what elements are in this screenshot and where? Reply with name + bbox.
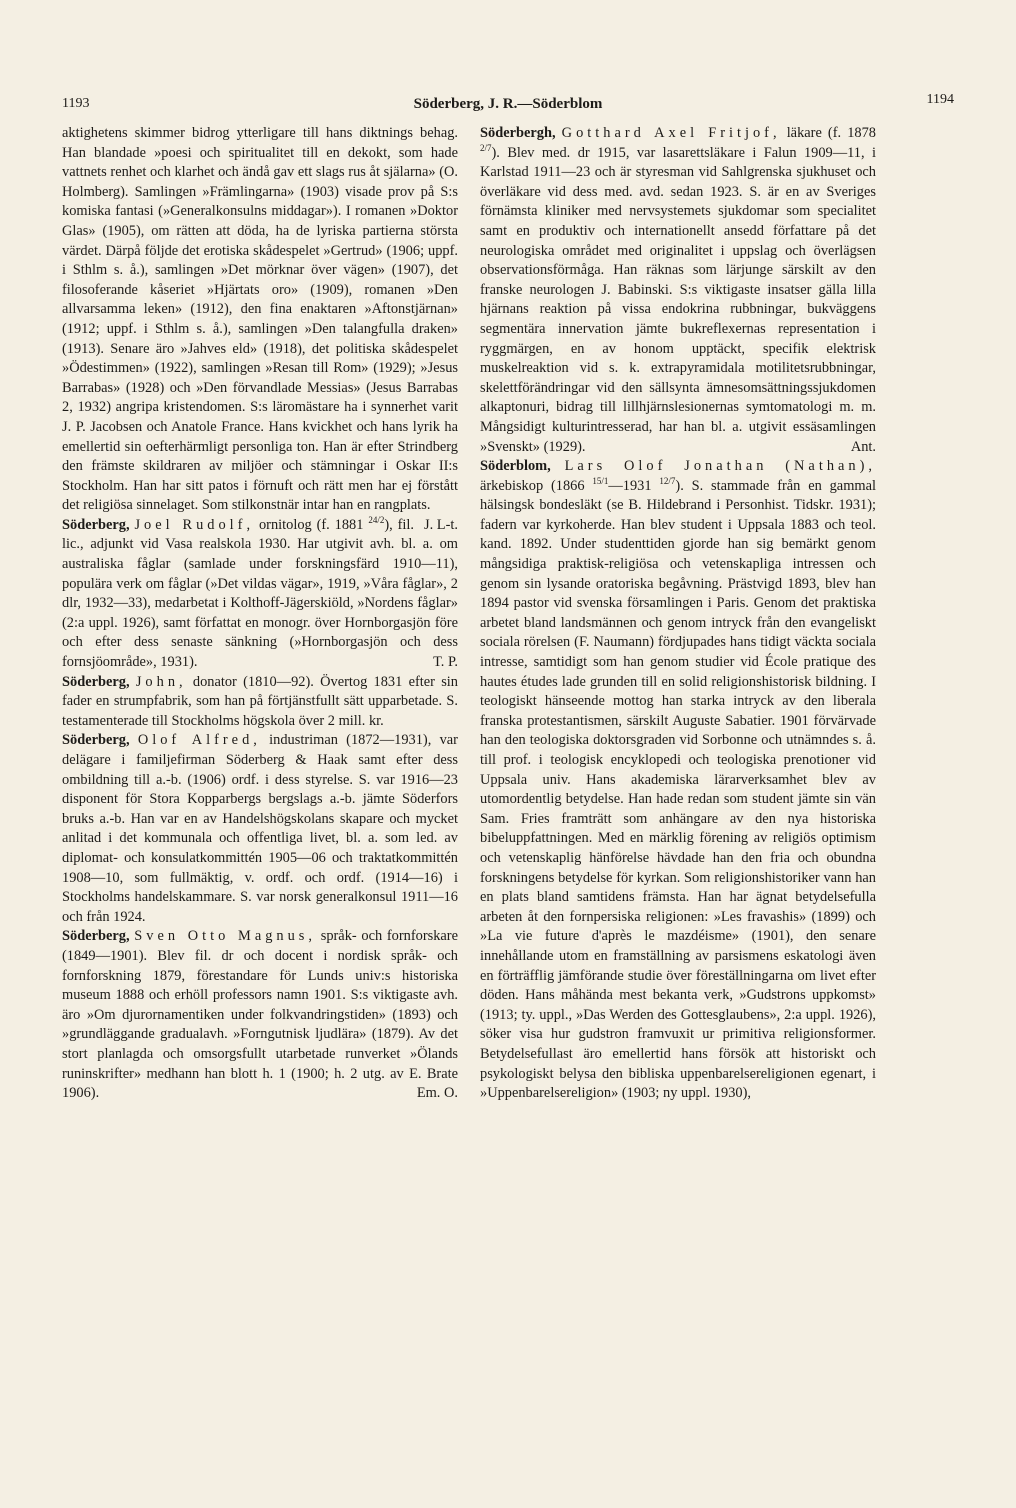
right-column (480, 124, 876, 1104)
entry-lars-olof (480, 457, 876, 1104)
date-fraction: 12/7 (659, 475, 676, 486)
entry-gotthard (480, 124, 876, 457)
author-signature: Em. O. (416, 1085, 458, 1102)
date-fraction: 24/2 (368, 515, 385, 526)
entry-headword: Söderberg, (62, 928, 130, 945)
entry-headword: Söderbergh, (480, 125, 556, 141)
author-signature: T. P. (433, 654, 458, 671)
entry-name: John, (135, 673, 187, 690)
entry-text: ), fil. lic., adjunkt vid Vasa realskola 1930. Har utgivit avh. bl. a. om australiska fåglar (samlade under forskningsfärd 1910—11), populära verk om fåglar (»Det vildas vägar», 1919, »Våra fåglar», 2 dlr, 1932—33), medarbetat i Kolthoff-Jägerskiöld, »Nordens fåglar» (2:a uppl. 1926), samt författat en monogr. över Hornborgasjön före och efter dess senaste sänkning (»Hornborgasjön och dess fornsjöområde», 1931). (62, 516, 458, 671)
entry-john (62, 673, 458, 732)
entry-text: ). S. stammade från en gammal hälsingsk bondesläkt (se B. Hildebrand i Personhist. Tidskr. 1931); fadern var kyrkoherde. Han blev student i Uppsala 1883 och teol. kand. 1892. Under studenttiden gjorde han sig bemärkt genom mångsidiga praktisk-religiösa och vetenskapliga intressen och genom sin lysande oratoriska begåvning. Prästvigd 1893, blev han 1894 pastor vid svenska församlingen i Paris. Genom det praktiska arbetet bland landsmännen och genom intryck från den evangeliskt sociala rörelsen (F. Naumann) fördjupades hans tidigt väckta sociala intresse, samtidigt som han genom studier vid École pratique des hautes études lade grunden till en solid religionshistorisk bildning. I teologiskt hänseende mottog han starka intryck av den liberala franska protestantismen, särskilt Auguste Sabatier. 1901 förvärvade han den teologiska doktorsgraden vid Sorbonne och utnämndes s. å. till prof. i teologisk encyklopedi och teologiska prenotioner vid Uppsala univ. Hans akademiska lärarverksamhet blev av utomordentlig betydelse. Han hade redan som student jämte sin vän Sam. Fries framträtt som anhängare av den nya historiska bibeluppfattningen. Med en märklig förening av religiös optimism och vetenskaplig hänförelse hävdade han den fria och obundna forskningens betydelse för kyrkan. Som religionshistoriker vann han en plats bland samtidens främsta. Han har ägnat betydelsefulla arbeten åt den fornpersiska religionen: »Les fravashis» (1899) och »La vie future d'après le mazdéisme» (1901), den senare innehållande utom en framställning av parsismens eskatologi även en förträfflig jämförande studie över föreställningarna om livet efter döden. Hans måhända mest bekanta verk, »Gudstrons uppkomst» (1913; ty. uppl., »Das Werden des Gottesglaubens», 2:a uppl. 1926), söker visa hur gudstron framvuxit ur primitiva religionsformer. Betydelsefullast äro emellertid hans försök att historiskt och psykologiskt belysa den bibliska uppenbarelsereligionen egenart, i »Uppenbarelsereligion» (1903; ny uppl. 1930), (480, 477, 876, 1102)
entry-text: ärkebiskop (1866 (480, 477, 585, 494)
date-fraction: 2/7 (480, 142, 492, 153)
page-number-right: 1194 (926, 92, 954, 107)
entry-joel (62, 516, 458, 673)
entry-name: Gotthard Axel Fritjof, (561, 125, 781, 141)
entry-text: läkare (f. 1878 (786, 125, 876, 141)
entry-sven (62, 927, 458, 1103)
entry-text: —1931 (608, 477, 652, 494)
entry-headword: Söderberg, (62, 673, 130, 690)
page-number-left: 1193 (62, 96, 90, 111)
entry-text: industriman (1872—1931), var delägare i familjefirman Söderberg & Haak samt efter dess ombildning till a.-b. (1906) ordf. i dess styrelse. S. var 1916—23 disponent för Stora Kopparbergs bergslags a.-b. jämte Söderfors bruks a.-b. Han var en av Handelshögskolans skapare och mycket anlitad i det kommunala och offentliga livet, bl. a. som led. av diplomat- och konsulatkommittén 1905—06 och traktatkommittén 1908—10, som fullmäktig, v. ordf. och ordf. (1914—16) i Stockholms handelskammare. S. var norsk generalkonsul 1911—16 och från 1924. (62, 732, 458, 925)
entry-text: donator (1810—92). Övertog 1831 efter sin fader en strumpfabrik, som han på förtjänstfullt sätt upparbetade. S. testamenterade till Stockholms högskola över 2 mill. kr. (62, 673, 458, 729)
entry-text: ). Blev med. dr 1915, var lasarettsläkare i Falun 1909—11, i Karlstad 1911—23 och är styresman vid Sahlgrenska sjukhuset och överläkare vid dess med. avd. sedan 1923. S. är en av Sveriges förnämsta kliniker med nervsystemets sjukdomar som specialitet samt en produktiv och internationellt ansedd författare på det neurologiska området med originalitet i uppslag och överlägsen observationsförmåga. Han räknas som lärjunge särskilt av den franske neurologen J. Babinski. S:s viktigaste insatser gälla lilla hjärnans reaktion på vissa endokrina rubbningar, bukväggens segmentära innervation jämte bukreflexernas representation i ryggmärgen, en av honom upptäckt, specifik elektrisk muskelreaktion vid s. k. extrapyramidala motilitetsrubbningar, skelettförändringar vid den sällsynta ämnesomsättningssjukdomen alkaptonuri, bidrag till lillhjärnslesionernas symtomatologi m. m. Mångsidigt kulturintresserad, har han bl. a. utgivit essäsamlingen »Svenskt» (1929). (480, 144, 876, 455)
entry-headword: Söderblom, (480, 458, 551, 475)
running-title: Söderberg, J. R.—Söderblom (413, 96, 603, 112)
date-fraction: 15/1 (592, 475, 609, 486)
entry-name: Olof Alfred, (137, 732, 261, 749)
entry-text: ornitolog (f. 1881 (258, 516, 364, 533)
entry-olof (62, 731, 458, 927)
entry-name: Sven Otto Magnus, (134, 928, 317, 945)
entry-headword: Söderberg, (62, 732, 130, 749)
author-signature: Ant. (850, 438, 876, 455)
author-signature: J. L-t. (424, 516, 458, 533)
entry-text: språk- och fornforskare (1849—1901). Blev fil. dr och docent i nordisk språk- och fornforskning 1879, förestandare för Lunds univ:s historiska museum 1888 och erhöll professors namn 1901. S:s viktigaste avh. äro »Om djurornamentiken under folkvandringstiden» (1893) och »grundläggande gradualavh. »Forngutnisk ljudlära» (1879). Av det stort planlagda och omsorgsfullt utarbetade runverket »Ölands runinskrifter» medhann han blott h. 1 (1900; h. 2 utg. av E. Brate 1906). (62, 928, 458, 1102)
entry-name: Lars Olof Jonathan (Nathan), (564, 458, 876, 475)
page-header (62, 92, 954, 116)
entry-text: aktighetens skimmer bidrog ytterligare till hans diktnings behag. Han blandade »poesi och spiritualitet till en dekokt, som hade vattnets renhet och klarhet och ändå gav ett slags rus åt själarna» (O. Holmberg). Samlingen »Främlingarna» (1903) visade prov på S:s komiska fantasi (»Generalkonsulns middagar»). I romanen »Doktor Glas» (1905), om rätten att döda, ha de lyriska partierna största värdet. Därpå följde det erotiska skådespelet »Gertrud» (1906; uppf. i Sthlm s. å.), samlingen »Det mörknar över vägen» (1907), det filosoferande kåseriet »Hjärtats oro» (1909), romanen »Den allvarsamma leken» (1912), den fina enaktaren »Aftonstjärnan» (1912; uppf. i Sthlm s. å.), samlingen »Den talangfulla draken» (1913). Senare äro »Jahves eld» (1918), det politiska skådespelet »Ödestimmen» (1922), samlingen »Resan till Rom» (1929); »Jesus Barrabas» (1928) och »Den förvandlade Messias» (Jesus Barrabas 2, 1932) angripa kristendomen. S:s läromästare ha i synnerhet varit J. P. Jacobsen och Anatole France. Hans kvickhet och hans lyrik ha emellertid sin oefterhärmligt personliga ton. Han är efter Strindberg den främste skildraren av miljöer och stämningar i Oskar II:s Stockholm. Han har sitt patos i förnuft och rätt men har ej förstått det religiösa sinnelaget. Som stilkonstnär intar han en rangplats. (62, 125, 458, 514)
entry-name: Joel Rudolf, (134, 516, 255, 533)
entry-headword: Söderberg, (62, 516, 130, 533)
left-column (62, 124, 458, 1104)
